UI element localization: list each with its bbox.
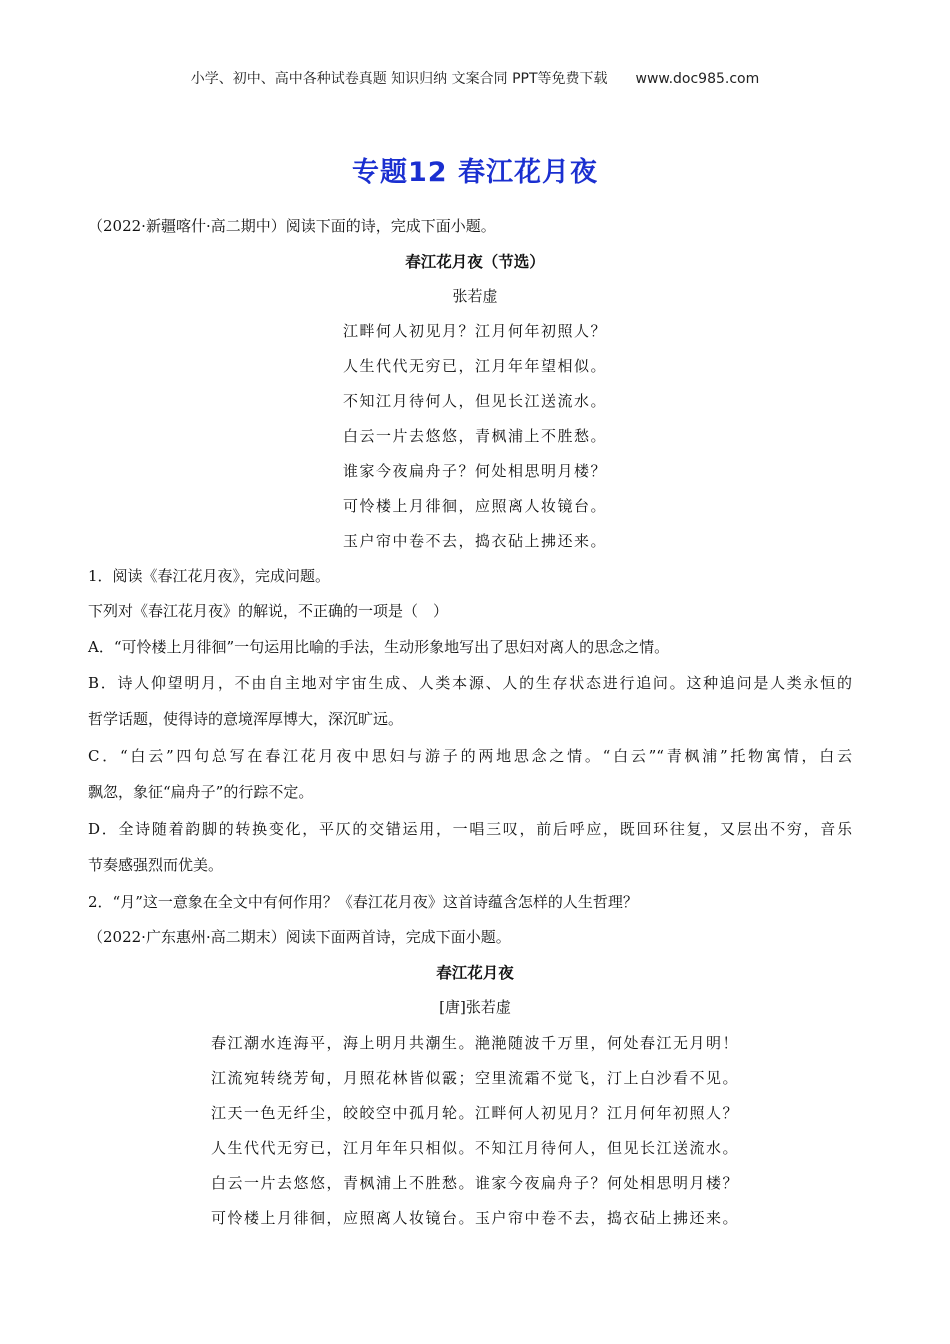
option-c-line2: 飘忽，象征“扁舟子”的行踪不定。 bbox=[88, 783, 314, 801]
section1-poem-line: 谁家今夜扁舟子？何处相思明月楼？ bbox=[342, 462, 607, 480]
section1-poem-line: 不知江月待何人，但见长江送流水。 bbox=[342, 392, 607, 410]
option-b-line2: 哲学话题，使得诗的意境浑厚博大，深沉旷远。 bbox=[88, 710, 404, 728]
section1-intro: （2022·新疆喀什·高二期中）阅读下面的诗，完成下面小题。 bbox=[88, 217, 496, 235]
section1-poem-line: 可怜楼上月徘徊，应照离人妆镜台。 bbox=[342, 497, 607, 515]
section2-poem-line: 江流宛转绕芳甸，月照花林皆似霰；空里流霜不觉飞，汀上白沙看不见。 bbox=[210, 1069, 739, 1087]
section1-poem-line: 江畔何人初见月？江月何年初照人？ bbox=[342, 322, 607, 340]
header-text: 小学、初中、高中各种试卷真题 知识归纳 文案合同 PPT等免费下载 bbox=[190, 71, 608, 87]
section2-author: [唐]张若虚 bbox=[439, 998, 511, 1016]
option-b-line1: B．诗人仰望明月，不由自主地对宇宙生成、人类本源、人的生存状态进行追问。这种追问是人类永恒的 bbox=[88, 674, 852, 692]
option-d-line2: 节奏感强烈而优美。 bbox=[88, 856, 224, 874]
page-title: 专题12 春江花月夜 bbox=[352, 157, 598, 188]
page-header bbox=[0, 68, 950, 88]
option-d-line1: D．全诗随着韵脚的转换变化，平仄的交错运用，一唱三叹，前后呼应，既回环往复，又层出不穷，音乐 bbox=[88, 820, 852, 838]
option-a: A．“可怜楼上月徘徊”一句运用比喻的手法，生动形象地写出了思妇对离人的思念之情。 bbox=[88, 638, 670, 656]
section1-poem-line: 玉户帘中卷不去，捣衣砧上拂还来。 bbox=[342, 532, 607, 550]
section1-poem-title: 春江花月夜（节选） bbox=[405, 252, 545, 271]
question-2-stem: 2．“月”这一意象在全文中有何作用？《春江花月夜》这首诗蕴含怎样的人生哲理？ bbox=[88, 893, 638, 911]
section2-poem-line: 春江潮水连海平，海上明月共潮生。滟滟随波千万里，何处春江无月明！ bbox=[210, 1034, 739, 1052]
section2-poem-title: 春江花月夜 bbox=[436, 963, 514, 982]
section1-author: 张若虚 bbox=[452, 287, 498, 305]
question-1-stem: 1．阅读《春江花月夜》，完成问题。 bbox=[88, 567, 331, 585]
section2-poem-line: 白云一片去悠悠，青枫浦上不胜愁。谁家今夜扁舟子？何处相思明月楼？ bbox=[210, 1174, 739, 1192]
section2-intro: （2022·广东惠州·高二期末）阅读下面两首诗，完成下面小题。 bbox=[88, 928, 511, 946]
section2-poem-line: 人生代代无穷已，江月年年只相似。不知江月待何人，但见长江送流水。 bbox=[210, 1139, 739, 1157]
section1-poem-line: 白云一片去悠悠，青枫浦上不胜愁。 bbox=[342, 427, 607, 445]
section2-poem-line: 江天一色无纤尘，皎皎空中孤月轮。江畔何人初见月？江月何年初照人？ bbox=[210, 1104, 739, 1122]
question-1-prompt: 下列对《春江花月夜》的解说，不正确的一项是（ ） bbox=[88, 602, 449, 620]
option-c-line1: C．“白云”四句总写在春江花月夜中思妇与游子的两地思念之情。“白云”“青枫浦”托物寓情，白云 bbox=[88, 747, 852, 765]
header-site-link[interactable]: www.doc985.com bbox=[635, 71, 760, 87]
section2-poem-line: 可怜楼上月徘徊，应照离人妆镜台。玉户帘中卷不去，捣衣砧上拂还来。 bbox=[210, 1209, 739, 1227]
section1-poem-line: 人生代代无穷已，江月年年望相似。 bbox=[342, 357, 607, 375]
